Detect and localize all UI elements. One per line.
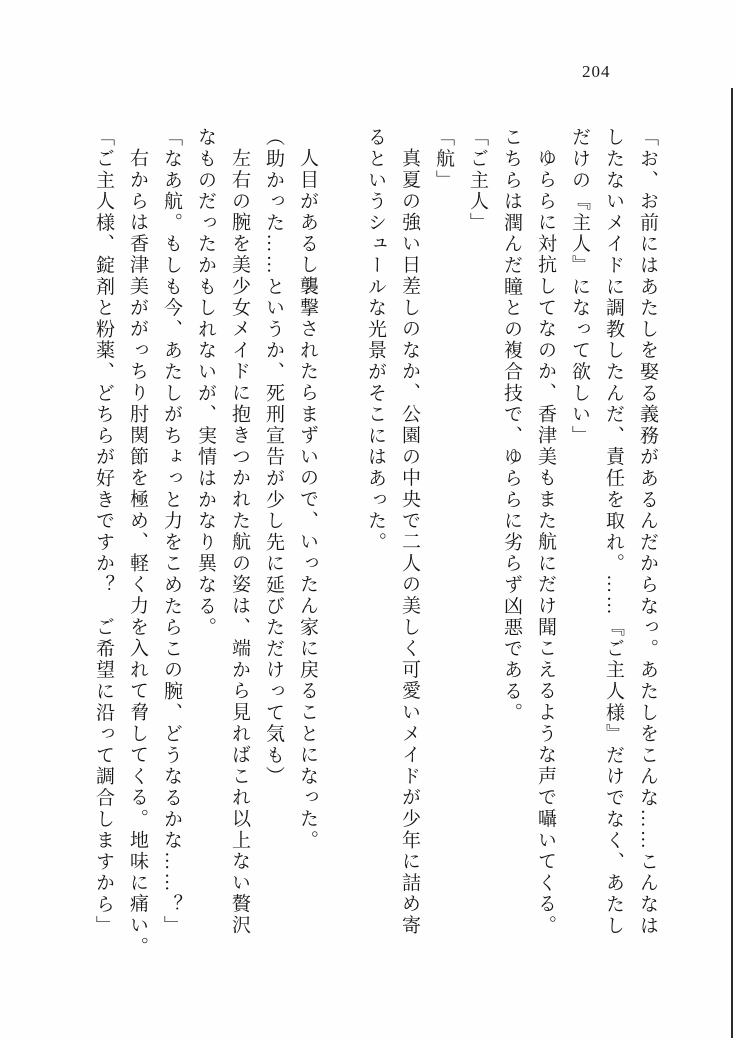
page-edge-line (731, 88, 733, 1038)
text-line: ゆららに対抗してなのか、香津美もまた航にだけ聞こえるような声で囁いてくる。 (535, 148, 556, 937)
text-block (86, 127, 664, 969)
text-line: こちらは潤んだ瞳との複合技で、ゆららに劣らず凶悪である。 (501, 127, 522, 724)
text-line: なものだったかもしれないが、実情はかなり異なる。 (195, 127, 216, 639)
text-line: （助かった……というか、死刑宣告が少し先に延びただけって気も） (263, 127, 284, 788)
text-line: 左右の腕を美少女メイドに抱きつかれた航の姿は、端から見ればこれ以上ない贅沢 (229, 148, 250, 937)
text-line: るというシュールな光景がそこにはあった。 (365, 127, 386, 553)
page-number: 204 (582, 62, 611, 81)
text-line: 「ご主人様、錠剤と粉薬、どちらが好きですか？ ご希望に沿って調合しますから」 (93, 127, 114, 937)
text-line: したないメイドに調教したんだ、責任を取れ。……『ご主人様』だけでなく、あたし (603, 127, 624, 937)
text-line: 「なあ航。もしも今、あたしがちょっと力をこめたらこの腕、どうなるかな……？」 (161, 127, 182, 937)
text-line: 真夏の強い日差しのなか、公園の中央で二人の美しく可愛いメイドが少年に詰め寄 (399, 148, 420, 937)
text-line: 「ご主人」 (467, 127, 488, 234)
text-line: 「お、お前にはあたしを娶る義務があるんだからなっ。あたしをこんな……こんなは (637, 127, 658, 937)
text-line (324, 127, 358, 969)
text-line: 右からは香津美ががっちり肘関節を極め、軽く力を入れて脅してくる。地味に痛い。 (127, 148, 148, 958)
text-line: 「航」 (433, 127, 454, 191)
text-line: だけの『主人』になって欲しい」 (569, 127, 590, 447)
text-line: 人目があるし襲撃されたらまずいので、いったん家に戻ることになった。 (297, 148, 318, 851)
